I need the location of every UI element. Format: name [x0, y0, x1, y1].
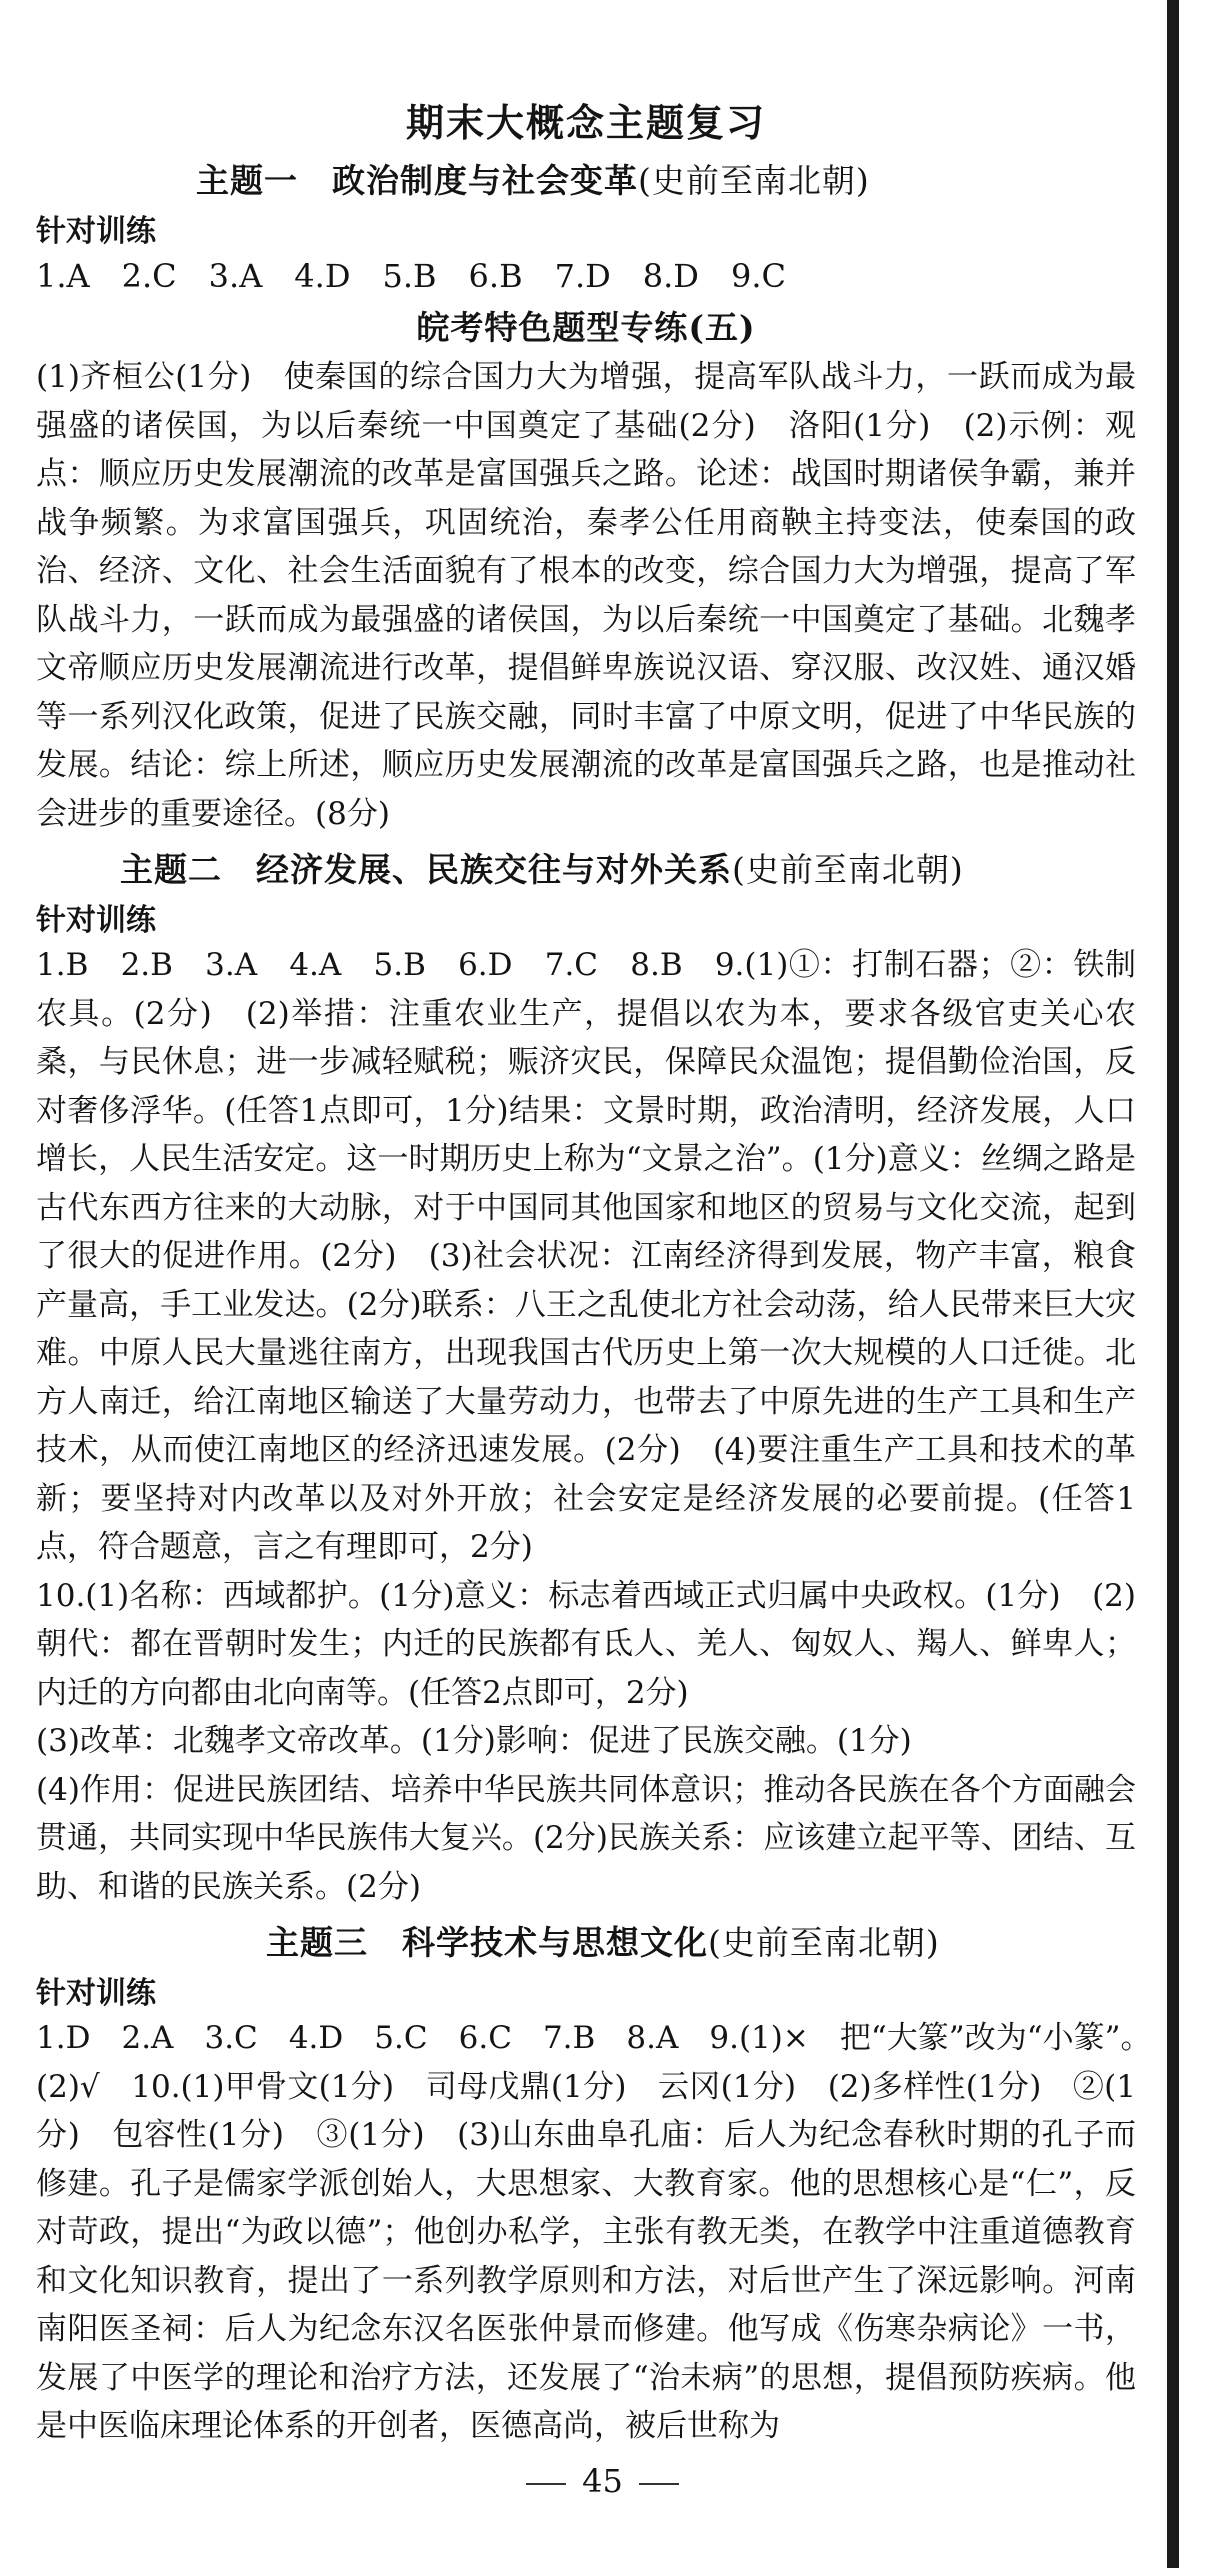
document-title: 期末大概念主题复习	[405, 100, 766, 145]
topic1-heading-paren: (史前至南北朝)	[638, 161, 870, 200]
topic3-heading	[36, 1917, 1136, 1964]
special-practice-text: (1)齐桓公(1分) 使秦国的综合国力大为增强，提高军队战斗力，一跃而成为最强盛的诸侯国，为以后秦统一中国奠定了基础(2分) 洛阳(1分) (2)示例：观点：顺应历史发展潮流的改革是富国强兵之路。论述：战国时期诸侯争霸，兼并战争频繁。为求富国强兵，巩固统治，秦孝公任用商鞅主持变法，使秦国的政治、经济、文化、社会生活面貌有了根本的改变，综合国力大为增强，提高了军队战斗力，一跃而成为最强盛的诸侯国，为以后秦统一中国奠定了基础。北魏孝文帝顺应历史发展潮流进行改革，提倡鲜卑族说汉语、穿汉服、改汉姓、通汉婚等一系列汉化政策，促进了民族交融，同时丰富了中原文明，促进了中华民族的发展。结论：综上所述，顺应历史发展潮流的改革是富国强兵之路，也是推动社会进步的重要途径。(8分)	[36, 359, 1136, 832]
topic2-answers-text: 1.B 2.B 3.A 4.A 5.B 6.D 7.C 8.B 9.(1)①：打制石器；②：铁制农具。(2分) (2)举措：注重农业生产，提倡以农为本，要求各级官吏关心农桑，与民休息；进一步减轻赋税；赈济灾民，保障民众温饱；提倡勤俭治国，反对奢侈浮华。(任答1点即可，1分)结果：文景时期，政治清明，经济发展，人口增长，人民生活安定。这一时期历史上称为“文景之治”。(1分)意义：丝绸之路是古代东西方往来的大动脉，对于中国同其他国家和地区的贸易与文化交流，起到了很大的促进作用。(2分) (3)社会状况：江南经济得到发展，物产丰富，粮食产量高，手工业发达。(2分)联系：八王之乱使北方社会动荡，给人民带来巨大灾难。中原人民大量逃往南方，出现我国古代历史上第一次大规模的人口迁徙。北方人南迁，给江南地区输送了大量劳动力，也带去了中原先进的生产工具和生产技术，从而使江南地区的经济迅速发展。(2分) (4)要注重生产工具和技术的革新；要坚持对内改革以及对外开放；社会安定是经济发展的必要前提。(任答1点，符合题意，言之有理即可，2分)	[36, 947, 1136, 1565]
topic1-heading	[36, 155, 1136, 202]
page-number	[0, 2462, 1205, 2500]
page-number-left-dash	[526, 2483, 566, 2485]
topic2-q10-part3: (3)改革：北魏孝文帝改革。(1分)影响：促进了民族交融。(1分)	[36, 1723, 912, 1759]
topic2-q10-text: 10.(1)名称：西域都护。(1分)意义：标志着西域正式归属中央政权。(1分) (2)朝代：都在晋朝时发生；内迁的民族都有氐人、羌人、匈奴人、羯人、鲜卑人；内迁的方向都由北向南等。(任答2点即可，2分)	[36, 1577, 1136, 1711]
topic2-subhead: 针对训练	[36, 903, 156, 938]
topic2-q10-part4: (4)作用：促进民族团结、培养中华民族共同体意识；推动各民族在各个方面融会贯通，共同实现中华民族伟大复兴。(2分)民族关系：应该建立起平等、团结、互助、和谐的民族关系。(2分)	[36, 1771, 1136, 1905]
topic1-heading-text: 主题一 政治制度与社会变革	[196, 161, 638, 200]
topic1-answers: 1.A 2.C 3.A 4.D 5.B 6.B 7.D 8.D 9.C	[36, 257, 786, 295]
special-practice-heading: 皖考特色题型专练(五)	[416, 308, 756, 347]
topic3-heading-paren: (史前至南北朝)	[708, 1923, 940, 1962]
page-number-right-dash	[639, 2483, 679, 2485]
topic1-subhead: 针对训练	[36, 214, 156, 249]
topic3-answers-text: 1.D 2.A 3.C 4.D 5.C 6.C 7.B 8.A 9.(1)× 把“大篆”改为“小篆”。 (2)√ 10.(1)甲骨文(1分) 司母戊鼎(1分) 云冈(1分) (2)多样性(1分) ②(1分) 包容性(1分) ③(1分) (3)山东曲阜孔庙：后人为纪念春秋时期的孔子而修建。孔子是儒家学派创始人，大思想家、大教育家。他的思想核心是“仁”，反对苛政，提出“为政以德”；他创办私学，主张有教无类，在教学中注重道德教育和文化知识教育，提出了一系列教学原则和方法，对后世产生了深远影响。河南南阳医圣祠：后人为纪念东汉名医张仲景而修建。他写成《伤寒杂病论》一书，发展了中医学的理论和治疗方法，还发展了“治未病”的思想，提倡预防疾病。他是中医临床理论体系的开创者，医德高尚，被后世称为	[36, 2020, 1167, 2444]
topic2-heading	[36, 844, 1136, 891]
scan-edge-bar	[1167, 0, 1179, 2568]
page-content	[36, 92, 1167, 2451]
topic3-subhead: 针对训练	[36, 1976, 156, 2011]
topic3-heading-text: 主题三 科学技术与思想文化	[266, 1923, 708, 1962]
topic2-heading-text: 主题二 经济发展、民族交往与对外关系	[120, 850, 732, 889]
page-number-value: 45	[582, 2462, 623, 2500]
topic2-heading-paren: (史前至南北朝)	[732, 850, 964, 889]
